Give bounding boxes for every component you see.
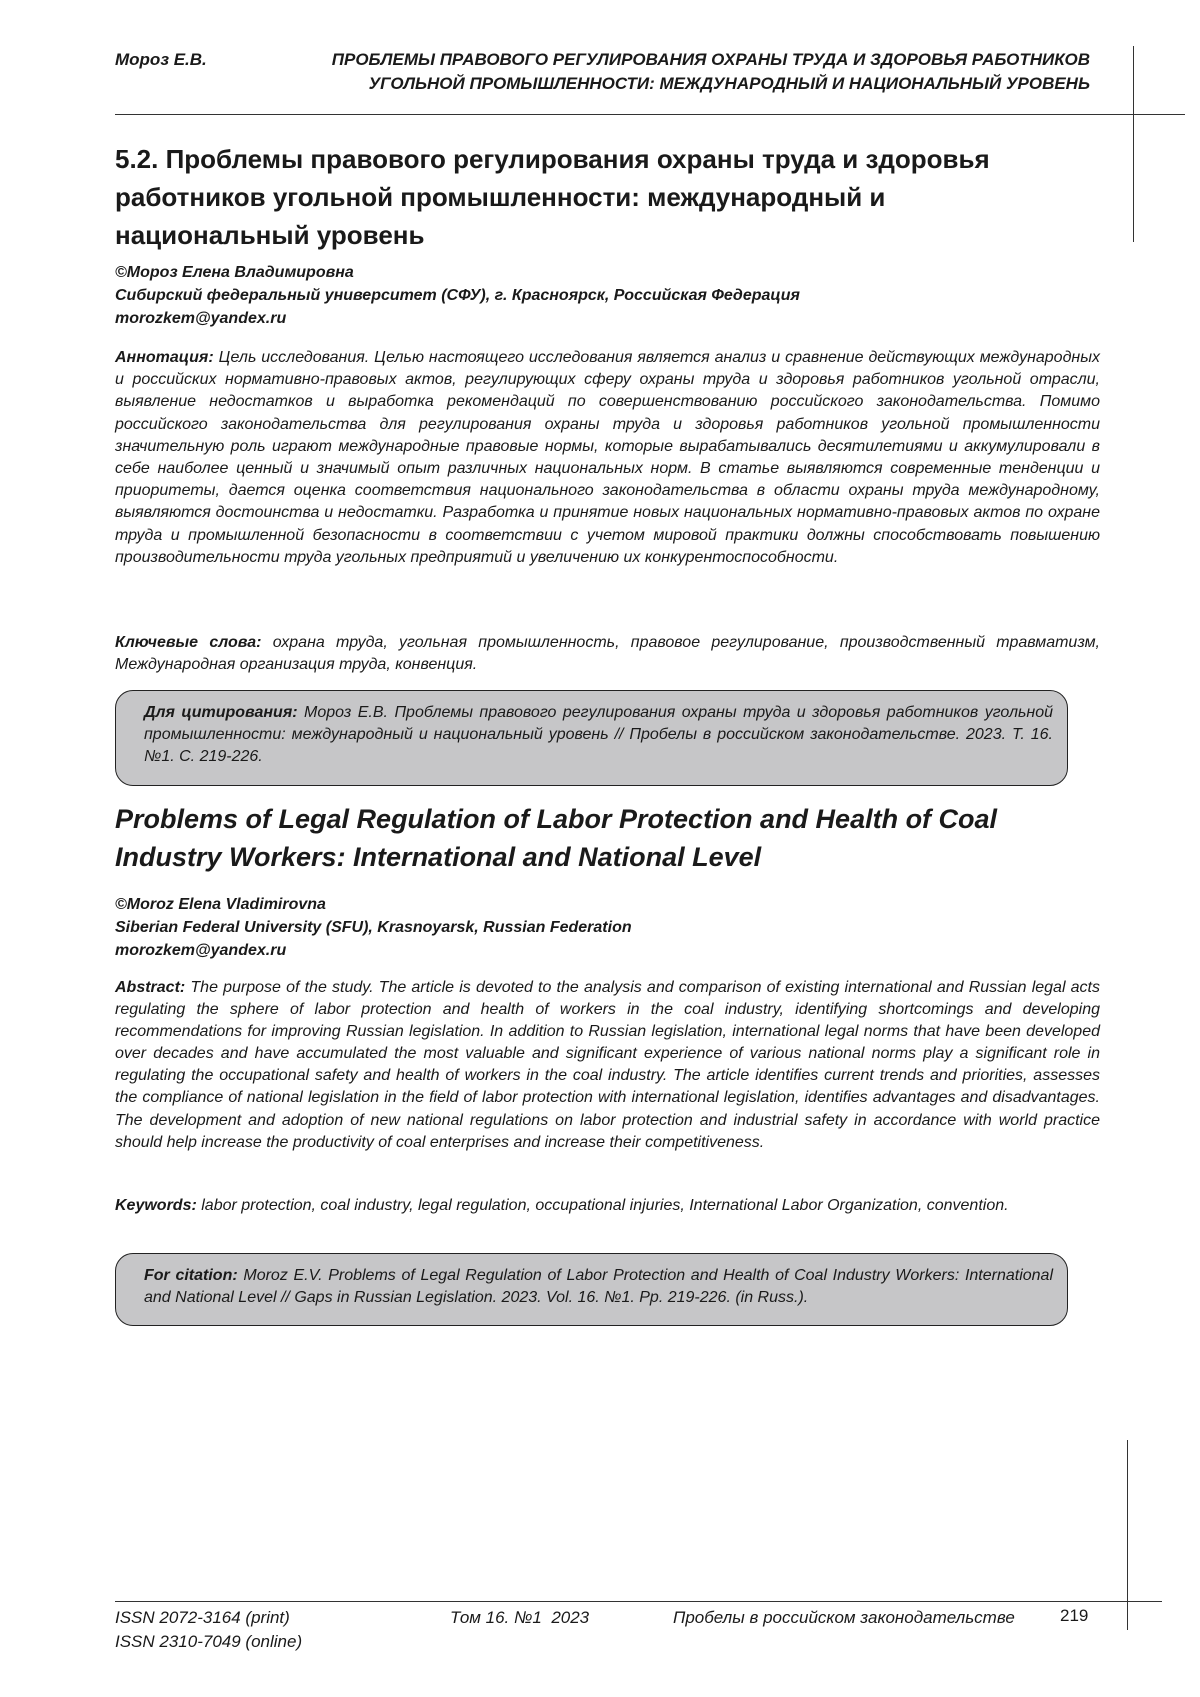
section-title: 5.2. Проблемы правового регулирования охраны труда и здоровья работников угольной промышленности: международный и национальный уровень (115, 144, 990, 250)
footer-rule (115, 1601, 1162, 1602)
citation-text-en: Moroz E.V. Problems of Legal Regulation of Labor Protection and Health of Coal Industry Workers: International and National Level // Gaps in Russian Legislation. 2023. Vol. 16. №1. Pp. 219-226. (in Russ.). (144, 1267, 1054, 1306)
page-number: 219 (1060, 1606, 1089, 1625)
author-block-ru (115, 261, 1100, 330)
citation-label-en: For citation: (144, 1267, 238, 1284)
author-email-en: morozkem@yandex.ru (115, 942, 287, 959)
running-header-author: Мороз Е.В. (115, 50, 207, 69)
abstract-ru (115, 347, 1100, 569)
author-affiliation-en: Siberian Federal University (SFU), Krasnoyarsk, Russian Federation (115, 919, 632, 936)
citation-box-ru (115, 690, 1068, 786)
citation-text-ru: Мороз Е.В. Проблемы правового регулирования охраны труда и здоровья работников угольной промышленности: международный и национальный уровень // Пробелы в российском законодательстве. 2023. Т. 16. №1. С. 219-226. (144, 704, 1053, 765)
author-name-ru: ©Мороз Елена Владимировна (115, 264, 354, 281)
keywords-label-ru: Ключевые слова: (115, 634, 262, 651)
author-block-en (115, 893, 1100, 962)
running-header-title-line1: ПРОБЛЕМЫ ПРАВОВОГО РЕГУЛИРОВАНИЯ ОХРАНЫ ТРУДА И ЗДОРОВЬЯ РАБОТНИКОВ (331, 50, 1090, 69)
english-title: Problems of Legal Regulation of Labor Protection and Health of Coal Industry Workers: International and National Level (115, 804, 998, 872)
author-name-en: ©Moroz Elena Vladimirovna (115, 896, 326, 913)
abstract-text-ru: Цель исследования. Целью настоящего исследования является анализ и сравнение действующих международных и российских нормативно-правовых актов, регулирующих сферу охраны труда и здоровья работников угольной отрасли, выявление недостатков и выработка рекомендаций по совершенствованию российского законодательства. Помимо российского законодательства для регулирования охраны труда и здоровья работников угольной промышленности значительную роль играют международные правовые нормы, которые вырабатывались десятилетиями и аккумулировали в себе наиболее ценный и значимый опыт различных национальных норм. В статье выявляются современные тенденции и приоритеты, дается оценка соответствия национального законодательства в области охраны труда международному, выявляются достоинства и недостатки. Разработка и принятие новых национальных нормативно-правовых актов по охране труда и промышленной безопасности в соответствии с учетом мировой практики должны способствовать повышению производительности труда угольных предприятий и увеличению их конкурентоспособности. (115, 349, 1100, 566)
keywords-text-en: labor protection, coal industry, legal regulation, occupational injuries, International Labor Organization, convention. (201, 1197, 1009, 1214)
citation-label-ru: Для цитирования: (144, 704, 298, 721)
keywords-ru (115, 632, 1100, 676)
keywords-label-en: Keywords: (115, 1197, 197, 1214)
abstract-label-ru: Аннотация: (115, 349, 214, 366)
abstract-en (115, 977, 1100, 1154)
running-header-title (270, 48, 1090, 96)
footer-issn-print: ISSN 2072-3164 (print) (115, 1608, 290, 1627)
footer-issn-online: ISSN 2310-7049 (online) (115, 1632, 303, 1651)
citation-box-en (115, 1253, 1068, 1326)
header-vertical-rule (1133, 46, 1134, 242)
footer-volume: Том 16. №1 2023 (450, 1608, 590, 1627)
author-affiliation-ru: Сибирский федеральный университет (СФУ), г. Красноярск, Российская Федерация (115, 287, 800, 304)
footer-issn (115, 1606, 302, 1654)
keywords-text-ru: охрана труда, угольная промышленность, правовое регулирование, производственный травматизм, Международная организация труда, конвенция. (115, 634, 1101, 674)
author-email-ru: morozkem@yandex.ru (115, 310, 287, 327)
abstract-text-en: The purpose of the study. The article is devoted to the analysis and comparison of existing international and Russian legal acts regulating the sphere of labor protection and health of workers in the coal industry, identifying shortcomings and developing recommendations for improving Russian legislation. In addition to Russian legislation, international legal norms that have been developed over decades and have accumulated the most valuable and significant experience of various national norms play a significant role in regulating the occupational safety and health of workers in the coal industry. The article identifies current trends and priorities, assesses the compliance of national legislation in the field of labor protection with international legislation, identifies advantages and disadvantages. The development and adoption of new national regulations on labor protection and industrial safety in accordance with world practice should help increase the productivity of coal enterprises and increase their competitiveness. (115, 979, 1101, 1151)
running-header-title-line2: УГОЛЬНОЙ ПРОМЫШЛЕННОСТИ: МЕЖДУНАРОДНЫЙ И НАЦИОНАЛЬНЫЙ УРОВЕНЬ (368, 74, 1090, 93)
abstract-label-en: Abstract: (115, 979, 186, 996)
header-rule (115, 114, 1185, 115)
keywords-en (115, 1195, 1100, 1217)
footer-journal: Пробелы в российском законодательстве (673, 1608, 1015, 1627)
